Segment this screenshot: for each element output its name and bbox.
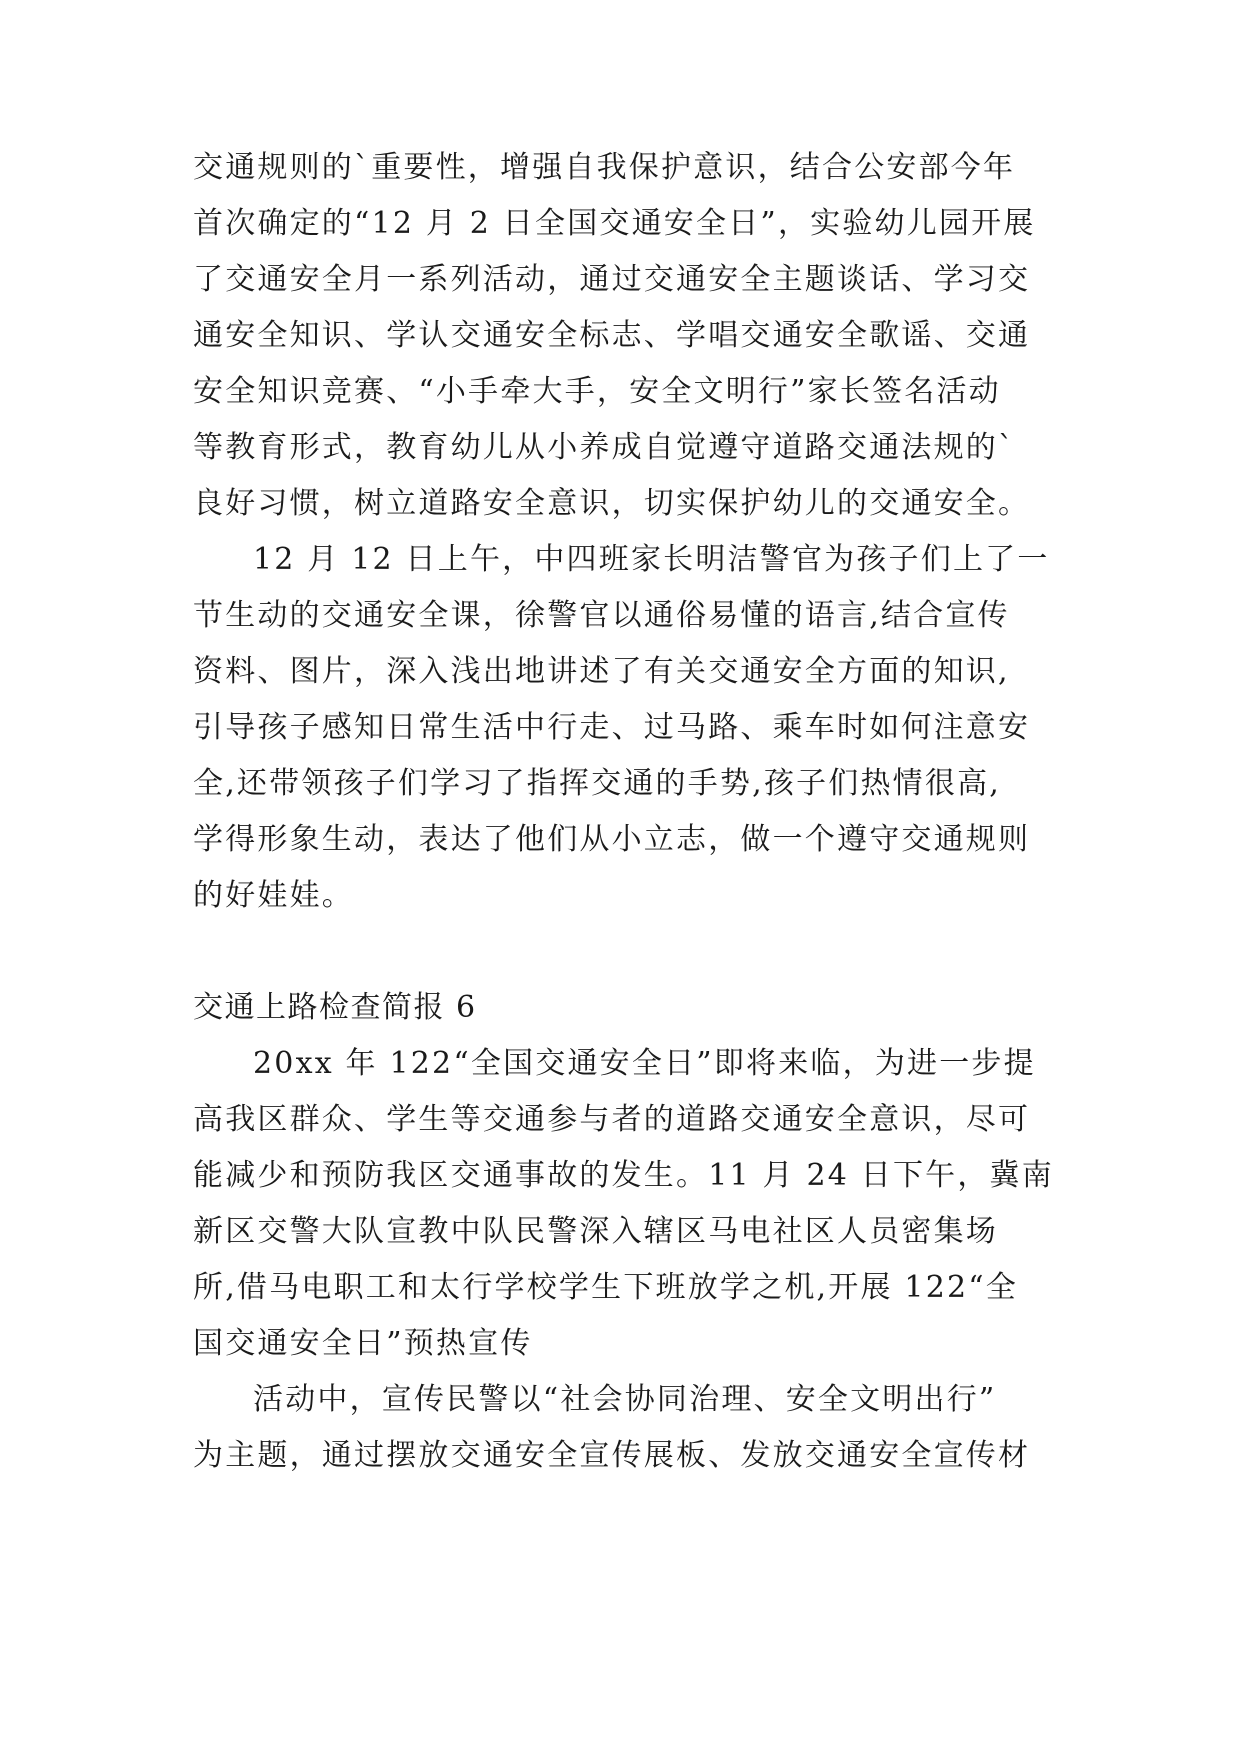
paragraph-line: 资料、图片，深入浅出地讲述了有关交通安全方面的知识, (193, 654, 1010, 689)
paragraph-line: 学得形象生动，表达了他们从小立志，做一个遵守交通规则 (193, 822, 1031, 857)
paragraph-line: 良好习惯，树立道路安全意识，切实保护幼儿的交通安全。 (193, 486, 1031, 521)
paragraph-line: 能减少和预防我区交通事故的发生。11 月 24 日下午，冀南 (193, 1158, 1054, 1193)
paragraph-line: 12 月 12 日上午，中四班家长明洁警官为孩子们上了一 (253, 542, 1050, 577)
paragraph-line: 通安全知识、学认交通安全标志、学唱交通安全歌谣、交通 (193, 318, 1031, 353)
section-heading: 交通上路检查简报 6 (193, 990, 477, 1025)
paragraph-line: 等教育形式，教育幼儿从小养成自觉遵守道路交通法规的` (193, 430, 1016, 465)
paragraph-line: 了交通安全月一系列活动，通过交通安全主题谈话、学习交 (193, 262, 1031, 297)
paragraph-line: 交通规则的`重要性，增强自我保护意识，结合公安部今年 (193, 150, 1016, 185)
paragraph-line: 首次确定的“12 月 2 日全国交通安全日”，实验幼儿园开展 (193, 206, 1036, 241)
paragraph-line: 全,还带领孩子们学习了指挥交通的手势,孩子们热情很高, (193, 766, 1002, 801)
paragraph-line: 节生动的交通安全课，徐警官以通俗易懂的语言,结合宣传 (193, 598, 1010, 633)
paragraph-line: 新区交警大队宣教中队民警深入辖区马电社区人员密集场 (193, 1214, 998, 1249)
paragraph-line: 国交通安全日”预热宣传 (193, 1326, 533, 1361)
paragraph-line: 安全知识竞赛、“小手牵大手，安全文明行”家长签名活动 (193, 374, 1001, 409)
paragraph-line: 为主题，通过摆放交通安全宣传展板、发放交通安全宣传材 (193, 1438, 1031, 1473)
paragraph-line: 20xx 年 122“全国交通安全日”即将来临，为进一步提 (253, 1046, 1036, 1081)
paragraph-line: 所,借马电职工和太行学校学生下班放学之机,开展 122“全 (193, 1270, 1019, 1305)
paragraph-line: 引导孩子感知日常生活中行走、过马路、乘车时如何注意安 (193, 710, 1031, 745)
paragraph-line: 高我区群众、学生等交通参与者的道路交通安全意识，尽可 (193, 1102, 1031, 1137)
paragraph-line: 活动中，宣传民警以“社会协同治理、安全文明出行” (253, 1382, 997, 1417)
paragraph-line: 的好娃娃。 (193, 878, 354, 913)
